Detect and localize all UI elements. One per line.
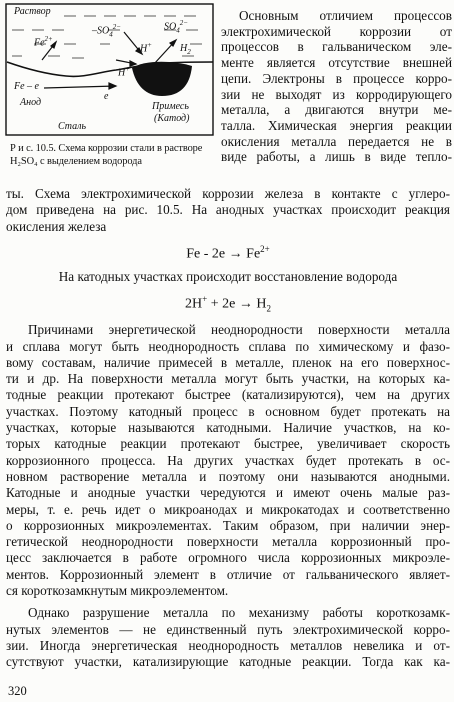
page-number: 320: [8, 684, 27, 698]
corrosion-figure: [4, 2, 216, 178]
text-line: сутствуют участки, катализирующие катодные реакции. Тогда как ка-: [6, 654, 450, 670]
text-line: цесс заключается в работе огромного числа коррозионных микроэле-: [6, 550, 450, 566]
label-fe2plus: $Fe^{2+}$: [34, 35, 53, 49]
side-line: талла. Химическая энергия реакции: [221, 117, 452, 133]
side-line: цепи. Электроны в процессе корро-: [221, 70, 452, 86]
label-hplus-top: H+: [140, 41, 152, 55]
label-so4-right: $SO_4^{2-}$: [164, 19, 188, 35]
text-line: нутых элементов — не единственный путь электрохимической корро-: [6, 621, 450, 637]
side-line: металла, а двигаются внутри ме-: [221, 102, 452, 118]
side-text: [221, 8, 452, 165]
text-line: торых катодные реакции протекают быстрее, увеличивает скорость: [6, 436, 450, 452]
side-line: Основным отличием процессов: [239, 8, 452, 23]
text-line: дом приведена на рис. 10.5. На анодных участках происходит реакция: [6, 202, 450, 218]
text-line: новном растворение металла и поэтому они называются анодными.: [6, 468, 450, 484]
text-line: ся короткозамкнутым микроэлементом.: [6, 583, 229, 599]
label-solution: Раствор: [14, 6, 51, 17]
main-text: [6, 186, 450, 671]
figure-caption: Р и с. 10.5. Схема коррозии стали в растворе H₂SO₄ с выделением водорода: [10, 143, 203, 167]
text-line: и сплава могут быть неоднородность сплава по химическому и фазо-: [6, 338, 450, 354]
side-line: электрохимической коррозии от: [221, 23, 452, 39]
label-electron: e: [104, 91, 109, 102]
impurity-blob: [132, 62, 192, 96]
text-line: меры, т. е. речь идет о микроанодах и микрокатодах и соответственно: [6, 501, 450, 517]
label-h2: $H_2$: [180, 43, 191, 56]
label-impurity: Примесь: [152, 101, 189, 112]
label-cathode: (Катод): [154, 113, 190, 124]
side-line: менте является отсутствие внешней: [221, 55, 452, 71]
text-line: зии. Иногда энергетическая неоднородность металлов невелика и от-: [6, 637, 450, 653]
cathode-line: На катодных участках происходит восстановление водорода: [58, 268, 398, 284]
text-line: Катодные и анодные участки чередуются и имеют очень малые раз-: [6, 485, 450, 501]
text-line: участках. Поэтому катодный процесс в основном будет протекать на: [6, 403, 450, 419]
side-line: окисления металла передается не в: [221, 133, 452, 149]
text-line: о коррозионных микроэлементах. Таким образом, при наличии энер-: [6, 517, 450, 533]
label-hplus-left: H+: [118, 65, 130, 79]
text-line: ти и др. На поверхности металла могут быть участки, на которых ка-: [6, 371, 450, 387]
text-line: ментов. Коррозионный элемент в отличие от гальванического являет-: [6, 566, 450, 582]
text-line: вому составам, наличие примесей в металле, пленок на его поверхнос-: [6, 354, 450, 370]
text-line: участках, которые называются катодными. Наличие участков, на ко-: [6, 420, 450, 436]
text-line: тодные реакции протекают быстрее (катализируются), чем на других: [6, 387, 450, 403]
text-line: окисления железа: [6, 218, 107, 234]
text-line: гетической неоднородности поверхности металла коррозионный про-: [6, 534, 450, 550]
text-line: коррозионного процесса. На других участках будет протекать в ос-: [6, 452, 450, 468]
side-line: процессов в гальваническом эле-: [221, 39, 452, 55]
text-line: Однако разрушение металла по механизму работы короткозамк-: [28, 605, 450, 621]
equation-anode: $Fe - 2e \to Fe^{2+}$: [186, 243, 270, 262]
label-fe-minus-e: Fe – e: [14, 81, 39, 92]
label-so4-left: $-SO_4^{2-}$: [92, 23, 121, 39]
side-line: виде работы, а лишь в виде тепло-: [221, 149, 452, 165]
side-line: зии не выходят из корродирующего: [221, 86, 452, 102]
label-steel: Сталь: [58, 121, 87, 132]
label-anode: Анод: [20, 97, 41, 108]
text-line: Причинами энергетической неоднородности поверхности металла: [28, 322, 450, 338]
equation-cathode: $2H^+ + 2e \to H_2$: [185, 293, 271, 314]
text-line: ты. Схема электрохимической коррозии железа в контакте с углеро-: [6, 186, 450, 201]
